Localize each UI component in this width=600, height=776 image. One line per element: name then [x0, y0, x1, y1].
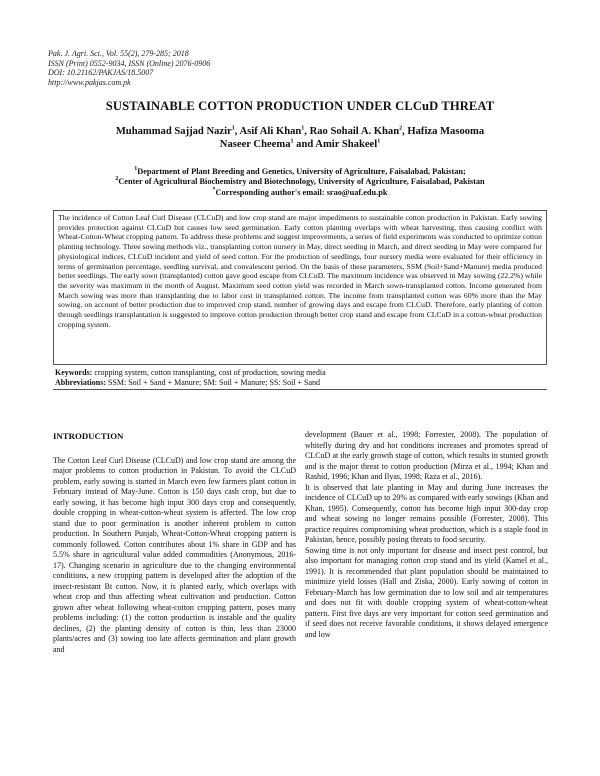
author-list	[100, 125, 500, 151]
journal-url[interactable]: http://www.pakjas.com.pk	[48, 77, 131, 87]
affil-mark: *	[212, 186, 216, 193]
author-affil-mark: 1	[301, 125, 305, 132]
affil-text: Center of Agricultural Biochemistry and Biotechnology, University of Agriculture, Faisalabad, Pakistan	[118, 177, 485, 187]
affil-mark: 2	[115, 176, 119, 183]
keywords-line	[55, 368, 547, 378]
divider	[53, 389, 547, 390]
author-affil-mark: 1	[377, 138, 381, 145]
affiliation-1	[60, 167, 540, 177]
section-heading: INTRODUCTION	[53, 431, 124, 441]
author-name: , Hafiza Masooma Naseer Cheema	[219, 126, 485, 150]
author-affil-mark: 2	[399, 125, 403, 132]
affil-text: Department of Plant Breeding and Genetics, University of Agriculture, Faisalabad, Pakistan;	[137, 167, 466, 176]
intro-paragraph: Sowing time is not only important for disease and insect pest control, but also important for managing cotton crop stand and its yield (Kamel et al., 1991). It is recommended that plant population should be maintained to minimize yield losses (Hall and Ziska, 2000). Early sowing of cotton in February-March has low germination due to low soil and air temperatures and does not fit with double cropping system of wheat-cotton-wheat pattern. First five days are very important for cotton seed germination and if seed does not receive favorable conditions, it shows delayed emergence and low	[305, 545, 548, 639]
abbreviations-text: SSM: Soil + Sand + Manure; SM: Soil + Manure; SS: Soil + Sand	[105, 378, 321, 387]
author-name: , Rao Sohail A. Khan	[304, 126, 400, 137]
journal-citation: Pak. J. Agri. Sci., Vol. 55(2), 279-285; 2018	[48, 49, 189, 58]
keywords-label: Keywords:	[55, 368, 93, 377]
corresponding-author	[60, 188, 540, 198]
abstract-text: The incidence of Cotton Leaf Curl Disease (CLCuD) and low crop stand are major impediments to sustainable cotton production in Pakistan. Early sowing provides protection against CLCuD but causes low seed germination. Early cotton planting overlaps with wheat harvesting, thus causing conflict with Wheat-Cotton-Wheat cropping pattern. To address these problems and suggest improvements, a series of field experiments was conducted to optimize cotton planting technology. Three sowing methods viz., transplanting cotton nursery in May, direct seeding in March, and direct seeding in May were compared for physiological indices, CLCuD incident and yield of seed cotton. For the production of seedlings, four nursery media were evaluated for their efficiency in terms of germination percentage, seedling survival, and convalescent period. On the basis of these parameters, SSM (Soil+Sand+Manure) media produced better seedlings. The early sown (transplanted) cotton gave good escape from CLCuD. The maximum incidence was observed in May sowing (22.2%) while the severity was maximum in the month of August. Maximum seed cotton yield was recorded in March sown-transplanted cotton. Income generated from March sowing was more than transplanting due to labor cost in transplanted cotton. The income from transplanted cotton was 60% more than the May sowing, on account of better production due to improved crop stand, number of growing days and escape from CLCuD. Therefore, early planting of cotton through seedlings transplantation is suggested to improve cotton production through better crop stand and escape from CLCuD in a cotton-wheat production cropping system.	[58, 213, 542, 329]
left-column	[53, 431, 296, 655]
abstract-box	[53, 210, 547, 365]
affiliation-2	[60, 177, 540, 187]
affiliations	[60, 167, 540, 198]
intro-paragraph: The Cotton Leaf Curl Disease (CLCuD) and low crop stand are among the major problems to cotton production in Pakistan. To avoid the CLCuD problem, early sowing is started in March even few farmers plant cotton in February instead of May-June. Cotton is 150 days cash crop, but due to early sowing, it has become high input 300 days crop and consequently, double cropping in wheat-cotton-wheat system is affected. The low crop stand due to poor germination is another inherent problem to cotton production. In Southern Punjab, Wheat-Cotton-Wheat cropping pattern is commonly followed. Cotton contributes about 1% share in GDP and has 5.5% share in agricultural value added commodities (Anonymous, 2016-17). Changing scenario in agriculture due to the changing environmental conditions, a new cropping pattern is developed after the adoption of the insect-resistant Bt cotton. Now, it is planted early, which overlaps with wheat crop and thus affecting wheat cultivation and production. Cotton grown after wheat following wheat-cotton cropping pattern, poses many problems including: (1) the cotton production is instable and the quality declines, (2) the planting density of cotton is thin, less than 23000 plants/acres and (3) sowing too late affects germination and plant growth and	[53, 455, 296, 654]
corr-email[interactable]: Corresponding author's email: srao@uaf.edu.pk	[215, 187, 388, 197]
paper-title: SUSTAINABLE COTTON PRODUCTION UNDER CLCuD THREAT	[105, 99, 495, 113]
journal-doi: DOI: 10.21162/PAKJAS/18.5007	[48, 68, 154, 78]
author-affil-mark: 1	[290, 138, 294, 145]
keywords-text: cropping system, cotton transplanting, cost of production, sowing media	[92, 368, 326, 377]
author-name: , Asif Ali Khan	[234, 126, 302, 137]
right-column	[305, 430, 548, 640]
abbreviations-label: Abbreviations:	[55, 378, 106, 387]
abbreviations-line	[55, 378, 547, 388]
keywords-block	[55, 368, 547, 388]
affil-mark: 1	[134, 166, 138, 173]
intro-paragraph: development (Bauer et al., 1998; Forrester, 2008). The population of whitefly during dry and hot conditions increases and promotes spread of CLCuD at the early growth stage of cotton, which results in stunted growth and is the major threat to cotton production (Mirza et al., 1994; Khan and Rashid, 1996; Khan and Ilyas, 1998; Raza et al., 2016).	[305, 430, 548, 481]
journal-issn: ISSN (Print) 0552-9034, ISSN (Online) 2076-0906	[48, 58, 211, 68]
author-affil-mark: 1	[231, 125, 235, 132]
intro-paragraph: It is observed that late planting in May and during June increases the incidence of CLCuD up to 20% as compared with early sowings (Khan and Khan, 1995). Consequently, cotton has become high input 300-day crop and wheat sowing no longer remains possible (Forrester, 2008). This practice requires compromising wheat production, which is a staple food in Pakistan, hence, possibly posing threats to food security.	[305, 482, 548, 544]
author-name: and Amir Shakeel	[293, 139, 378, 150]
journal-header	[48, 49, 210, 87]
author-name: Muhammad Sajjad Nazir	[115, 126, 232, 137]
